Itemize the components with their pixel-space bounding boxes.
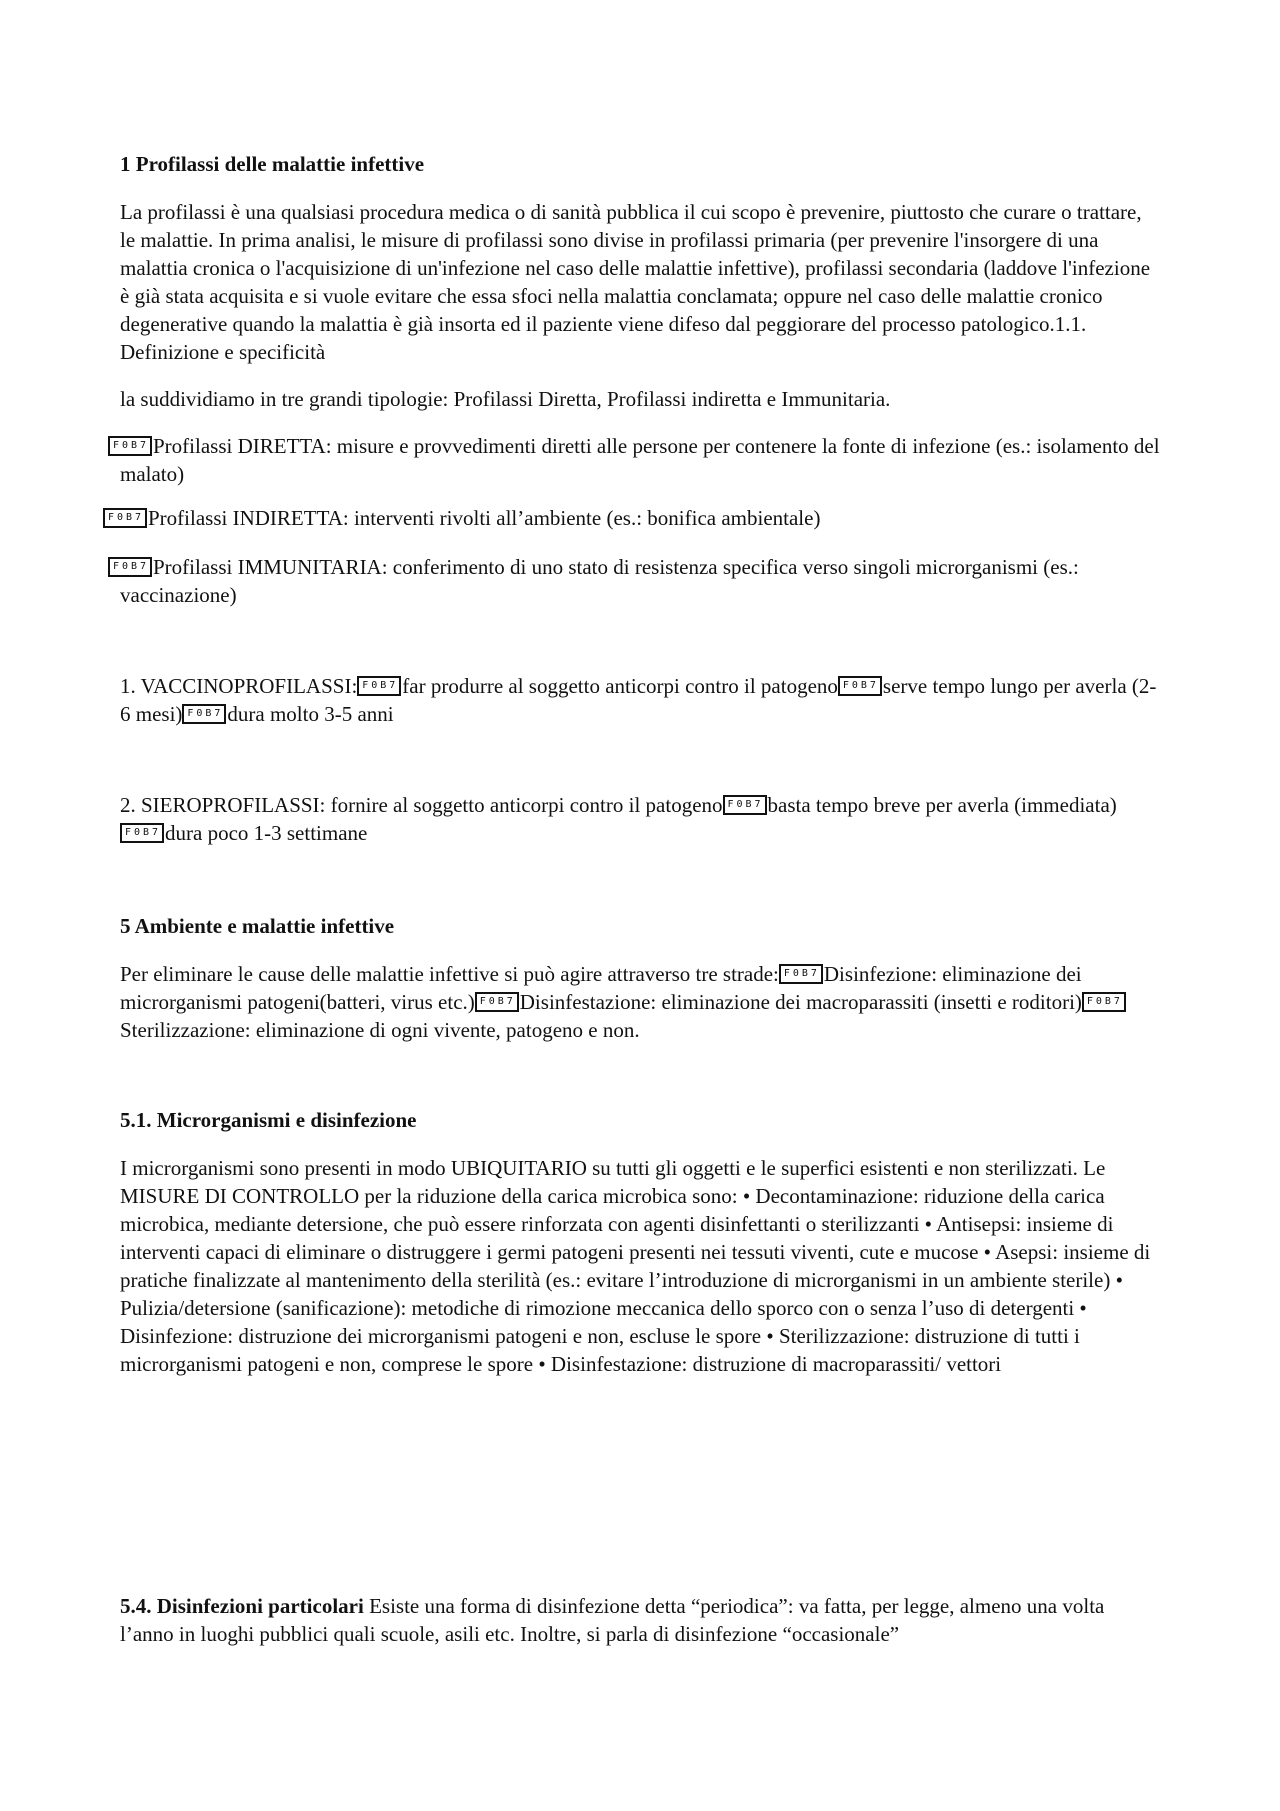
disinfezioni-text: Esiste una forma di disinfezione detta “periodica”: va fatta, per legge, almeno una volta l’anno in luoghi pubblici quali scuole, asili etc. Inoltre, si parla di disinfezione “occasionale”: [120, 1594, 1105, 1646]
bullet-text: Profilassi DIRETTA: misure e provvedimenti diretti alle persone per contenere la fonte di infezione (es.: isolamento del malato): [120, 434, 1160, 486]
bullet-profilassi-immunitaria: [112, 553, 1160, 609]
bullet-profilassi-indiretta: [107, 504, 1160, 532]
paragraph-profilassi-definition: La profilassi è una qualsiasi procedura medica o di sanità pubblica il cui scopo è prevenire, piuttosto che curare o trattare, le malattie. In prima analisi, le misure di profilassi sono divise in profilassi primaria (per prevenire l'insorgere di una malattia cronica o l'acquisizione di un'infezione nel caso delle malattie infettive), profilassi secondaria (laddove l'infezione è già stata acquisita e si vuole evitare che essa sfoci nella malattia conclamata; oppure nel caso delle malattie cronico degenerative quando la malattia è già insorta ed il paziente viene difeso dal peggiorare del processo patologico.1.1. Definizione e specificità: [120, 200, 1151, 364]
missing-glyph-icon: F0B7: [182, 704, 226, 724]
missing-glyph-bullet-icon: F0B7: [108, 557, 152, 577]
paragraph-tipologie: la suddividiamo in tre grandi tipologie: Profilassi Diretta, Profilassi indiretta e Immunitaria.: [120, 387, 891, 411]
missing-glyph-bullet-icon: F0B7: [108, 436, 152, 456]
vaccino-text-2: far produrre al soggetto anticorpi contro il patogeno: [402, 674, 838, 698]
missing-glyph-icon: F0B7: [779, 964, 823, 984]
missing-glyph-icon: F0B7: [475, 992, 519, 1012]
missing-glyph-icon: F0B7: [357, 676, 401, 696]
paragraph-ambiente: [120, 960, 1160, 1044]
vaccino-text-4: dura molto 3-5 anni: [227, 702, 394, 726]
siero-text-1: 2. SIEROPROFILASSI: fornire al soggetto anticorpi contro il patogeno: [120, 793, 723, 817]
missing-glyph-icon: F0B7: [723, 795, 767, 815]
missing-glyph-icon: F0B7: [838, 676, 882, 696]
vaccino-text-3: serve tempo lungo per averla (2-6 mesi): [120, 674, 1157, 726]
vaccino-text-1: 1. VACCINOPROFILASSI:: [120, 674, 358, 698]
missing-glyph-icon: F0B7: [1082, 992, 1126, 1012]
bullet-text: Profilassi INDIRETTA: interventi rivolti all’ambiente (es.: bonifica ambientale): [148, 506, 821, 530]
missing-glyph-bullet-icon: F0B7: [103, 508, 147, 528]
siero-text-3: dura poco 1-3 settimane: [165, 821, 368, 845]
siero-text-2: basta tempo breve per averla (immediata): [767, 793, 1117, 817]
section-heading-microrganismi: 5.1. Microrganismi e disinfezione: [120, 1108, 417, 1132]
bullet-profilassi-diretta: [112, 432, 1160, 488]
paragraph-microrganismi: I microrganismi sono presenti in modo UBIQUITARIO su tutti gli oggetti e le superfici esistenti e non sterilizzati. Le MISURE DI CONTROLLO per la riduzione della carica microbica sono: • Decontaminazione: riduzione della carica microbica, mediante detersione, che può essere rinforzata con agenti disinfettanti o sterilizzanti • Antisepsi: insieme di interventi capaci di eliminare o distruggere i germi patogeni presenti nei tessuti viventi, cute e mucose • Asepsi: insieme di pratiche finalizzate al mantenimento della sterilità (es.: evitare l’introduzione di microrganismi in un ambiente sterile) • Pulizia/detersione (sanificazione): metodiche di rimozione meccanica dello sporco con o senza l’uso di detergenti • Disinfezione: distruzione dei microrganismi patogeni e non, escluse le spore • Sterilizzazione: distruzione di tutti i microrganismi patogeni e non, comprese le spore • Disinfestazione: distruzione di macroparassiti/ vettori: [120, 1156, 1151, 1376]
missing-glyph-icon: F0B7: [120, 823, 164, 843]
paragraph-disinfezioni-particolari: [120, 1592, 1160, 1648]
ambiente-text-3: Disinfestazione: eliminazione dei macroparassiti (insetti e roditori): [519, 990, 1082, 1014]
bullet-text: Profilassi IMMUNITARIA: conferimento di uno stato di resistenza specifica verso singoli microrganismi (es.: vaccinazione): [120, 555, 1079, 607]
paragraph-vaccinoprofilassi: [120, 672, 1160, 728]
ambiente-text-2: Disinfezione: eliminazione dei microrganismi patogeni(batteri, virus etc.): [120, 962, 1082, 1014]
paragraph-sieroprofilassi: [120, 791, 1160, 847]
section-heading-ambiente: 5 Ambiente e malattie infettive: [120, 914, 395, 938]
section-heading-profilassi: 1 Profilassi delle malattie infettive: [120, 152, 425, 176]
ambiente-text-4: Sterilizzazione: eliminazione di ogni vivente, patogeno e non.: [120, 1018, 640, 1042]
ambiente-text-1: Per eliminare le cause delle malattie infettive si può agire attraverso tre strade:: [120, 962, 779, 986]
inline-heading-disinfezioni: 5.4. Disinfezioni particolari: [120, 1594, 364, 1618]
